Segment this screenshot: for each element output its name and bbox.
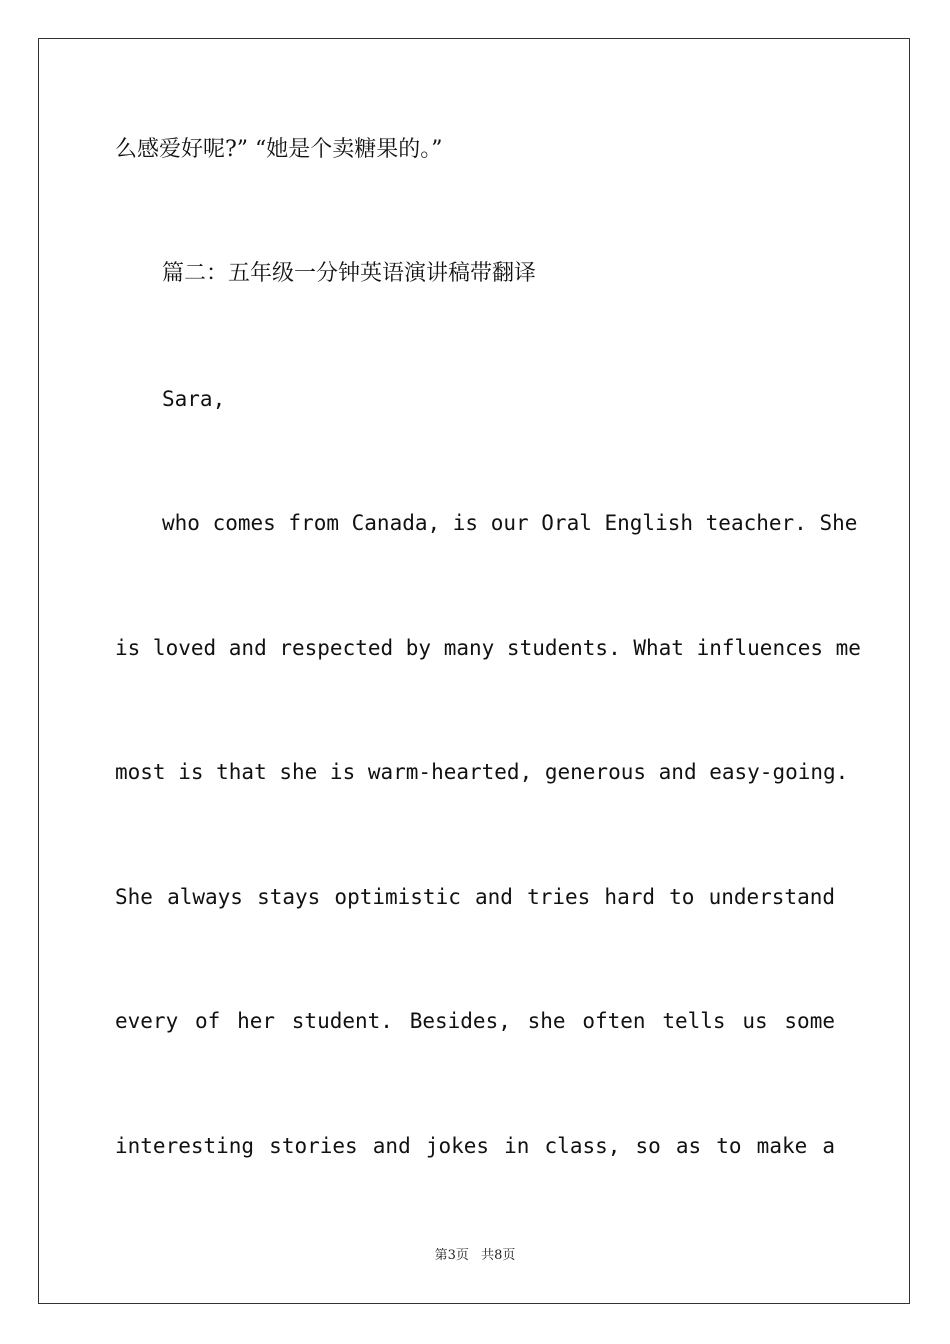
page-footer [0,1247,950,1265]
text-line-paragraph: who comes from Canada, is our Oral English teacher. She [162,511,858,535]
section-heading: 篇二：五年级一分钟英语演讲稿带翻译 [162,261,537,286]
page-border [38,38,910,1304]
text-line-paragraph: interesting stories and jokes in class, so as to make a [115,1134,835,1158]
text-line-salutation: Sara, [162,387,226,411]
text-line-paragraph: every of her student. Besides, she often tells us some [115,1009,835,1033]
text-line-paragraph: most is that she is warm-hearted, generous and easy-going. [115,760,849,784]
page-total: 共8页 [481,1248,516,1263]
text-line-paragraph: is loved and respected by many students. What influences me [115,636,861,660]
page-number: 第3页 [434,1248,469,1263]
text-line-paragraph: She always stays optimistic and tries hard to understand [115,885,835,909]
text-line-continuation: 么感爱好呢?” “她是个卖糖果的。” [115,137,443,162]
